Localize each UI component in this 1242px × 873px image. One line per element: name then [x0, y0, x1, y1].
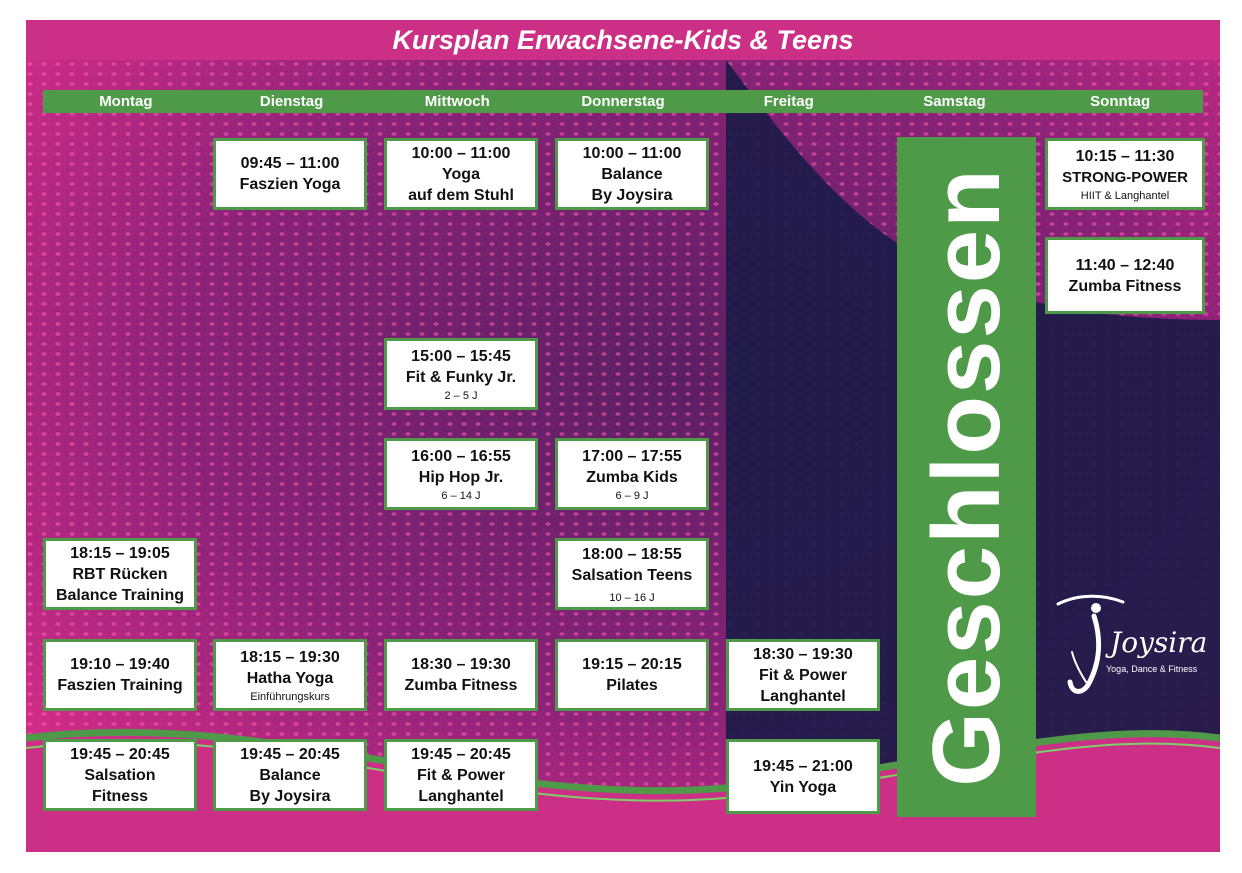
- class-name: Pilates: [606, 677, 658, 694]
- saturday-closed-banner: [897, 137, 1036, 817]
- day-tuesday: Dienstag: [259, 93, 324, 110]
- class-name: Zumba Kids: [586, 468, 678, 486]
- class-time: 18:30 – 19:30: [411, 656, 511, 673]
- class-name: Salsation: [84, 766, 156, 784]
- class-name-line2: By Joysira: [249, 787, 331, 805]
- class-time: 18:15 – 19:30: [240, 648, 340, 666]
- day-friday: Freitag: [763, 93, 814, 110]
- joysira-logo: [1048, 590, 1208, 700]
- class-subtitle: 6 – 14 J: [441, 489, 481, 502]
- class-name-line2: Langhantel: [760, 687, 846, 705]
- schedule-poster: [26, 20, 1220, 852]
- class-name: Hip Hop Jr.: [418, 468, 504, 486]
- class-name: STRONG-POWER: [1062, 168, 1188, 186]
- class-card-thursday-3: [555, 538, 709, 610]
- class-name: Balance: [601, 165, 663, 183]
- class-card-wednesday-4: [384, 639, 538, 711]
- class-name-line2: Langhantel: [418, 787, 504, 805]
- class-name-line2: auf dem Stuhl: [408, 186, 514, 204]
- logo-wordmark: Joysira: [1110, 626, 1208, 659]
- class-time: 10:00 – 11:00: [582, 144, 682, 162]
- class-card-tuesday-3: [213, 739, 367, 811]
- class-card-friday-1: [726, 639, 880, 711]
- day-sunday: Sonntag: [1090, 93, 1151, 110]
- day-wednesday: Mittwoch: [424, 93, 490, 110]
- class-name-line2: By Joysira: [591, 186, 673, 204]
- class-name-line2: Balance Training: [55, 586, 185, 604]
- class-name-line2: Fitness: [91, 787, 148, 805]
- class-time: 09:45 – 11:00: [240, 155, 340, 172]
- class-card-wednesday-3: [384, 438, 538, 510]
- class-card-thursday-4: [555, 639, 709, 711]
- class-card-friday-2: [726, 739, 880, 814]
- logo-tagline: Yoga, Dance & Fitness: [1106, 664, 1198, 674]
- class-time: 19:15 – 20:15: [582, 656, 682, 673]
- class-name: Zumba Fitness: [1068, 277, 1182, 295]
- class-name: RBT Rücken: [72, 565, 168, 583]
- class-name: Faszien Training: [57, 677, 183, 694]
- class-name: Balance: [259, 766, 321, 784]
- class-time: 17:00 – 17:55: [582, 447, 682, 465]
- class-name: Faszien Yoga: [239, 176, 341, 193]
- class-card-thursday-2: [555, 438, 709, 510]
- class-time: 19:45 – 20:45: [240, 745, 340, 763]
- class-subtitle: HIIT & Langhantel: [1080, 189, 1170, 202]
- class-name: Yoga: [442, 165, 480, 183]
- class-card-tuesday-1: [213, 138, 367, 210]
- class-card-monday-1: [43, 538, 197, 610]
- class-card-monday-3: [43, 739, 197, 811]
- class-time: 10:15 – 11:30: [1075, 147, 1175, 165]
- class-card-wednesday-5: [384, 739, 538, 811]
- class-name: Yin Yoga: [769, 778, 837, 796]
- class-time: 18:30 – 19:30: [753, 645, 853, 663]
- day-saturday: Samstag: [923, 93, 986, 110]
- class-time: 19:45 – 21:00: [753, 757, 853, 775]
- day-monday: Montag: [99, 93, 153, 110]
- class-card-monday-2: [43, 639, 197, 711]
- day-header-bar: [43, 90, 1203, 113]
- class-card-wednesday-1: [384, 138, 538, 210]
- class-card-thursday-1: [555, 138, 709, 210]
- class-card-sunday-1: [1045, 138, 1205, 210]
- poster-title: Kursplan Erwachsene-Kids & Teens: [392, 25, 854, 55]
- class-subtitle: Einführungskurs: [250, 690, 330, 703]
- class-card-tuesday-2: [213, 639, 367, 711]
- class-name: Fit & Power: [416, 766, 505, 784]
- class-time: 19:45 – 20:45: [70, 745, 170, 763]
- class-name: Fit & Power: [758, 666, 847, 684]
- class-time: 10:00 – 11:00: [411, 144, 511, 162]
- class-name: Salsation Teens: [571, 566, 693, 584]
- class-time: 15:00 – 15:45: [411, 347, 511, 365]
- class-name: Hatha Yoga: [246, 669, 334, 687]
- class-subtitle: 2 – 5 J: [444, 389, 478, 402]
- closed-label: Geschlossen: [912, 167, 1020, 787]
- class-time: 16:00 – 16:55: [411, 447, 511, 465]
- class-subtitle: 6 – 9 J: [615, 489, 649, 502]
- class-card-wednesday-2: [384, 338, 538, 410]
- class-time: 11:40 – 12:40: [1075, 256, 1175, 274]
- day-thursday: Donnerstag: [581, 93, 665, 110]
- class-time: 18:00 – 18:55: [582, 545, 682, 563]
- class-time: 18:15 – 19:05: [70, 544, 170, 562]
- class-name: Zumba Fitness: [404, 677, 518, 694]
- class-subtitle: 10 – 16 J: [609, 591, 655, 604]
- class-card-sunday-2: [1045, 237, 1205, 314]
- class-time: 19:10 – 19:40: [70, 656, 170, 673]
- class-name: Fit & Funky Jr.: [405, 368, 517, 386]
- class-time: 19:45 – 20:45: [411, 745, 511, 763]
